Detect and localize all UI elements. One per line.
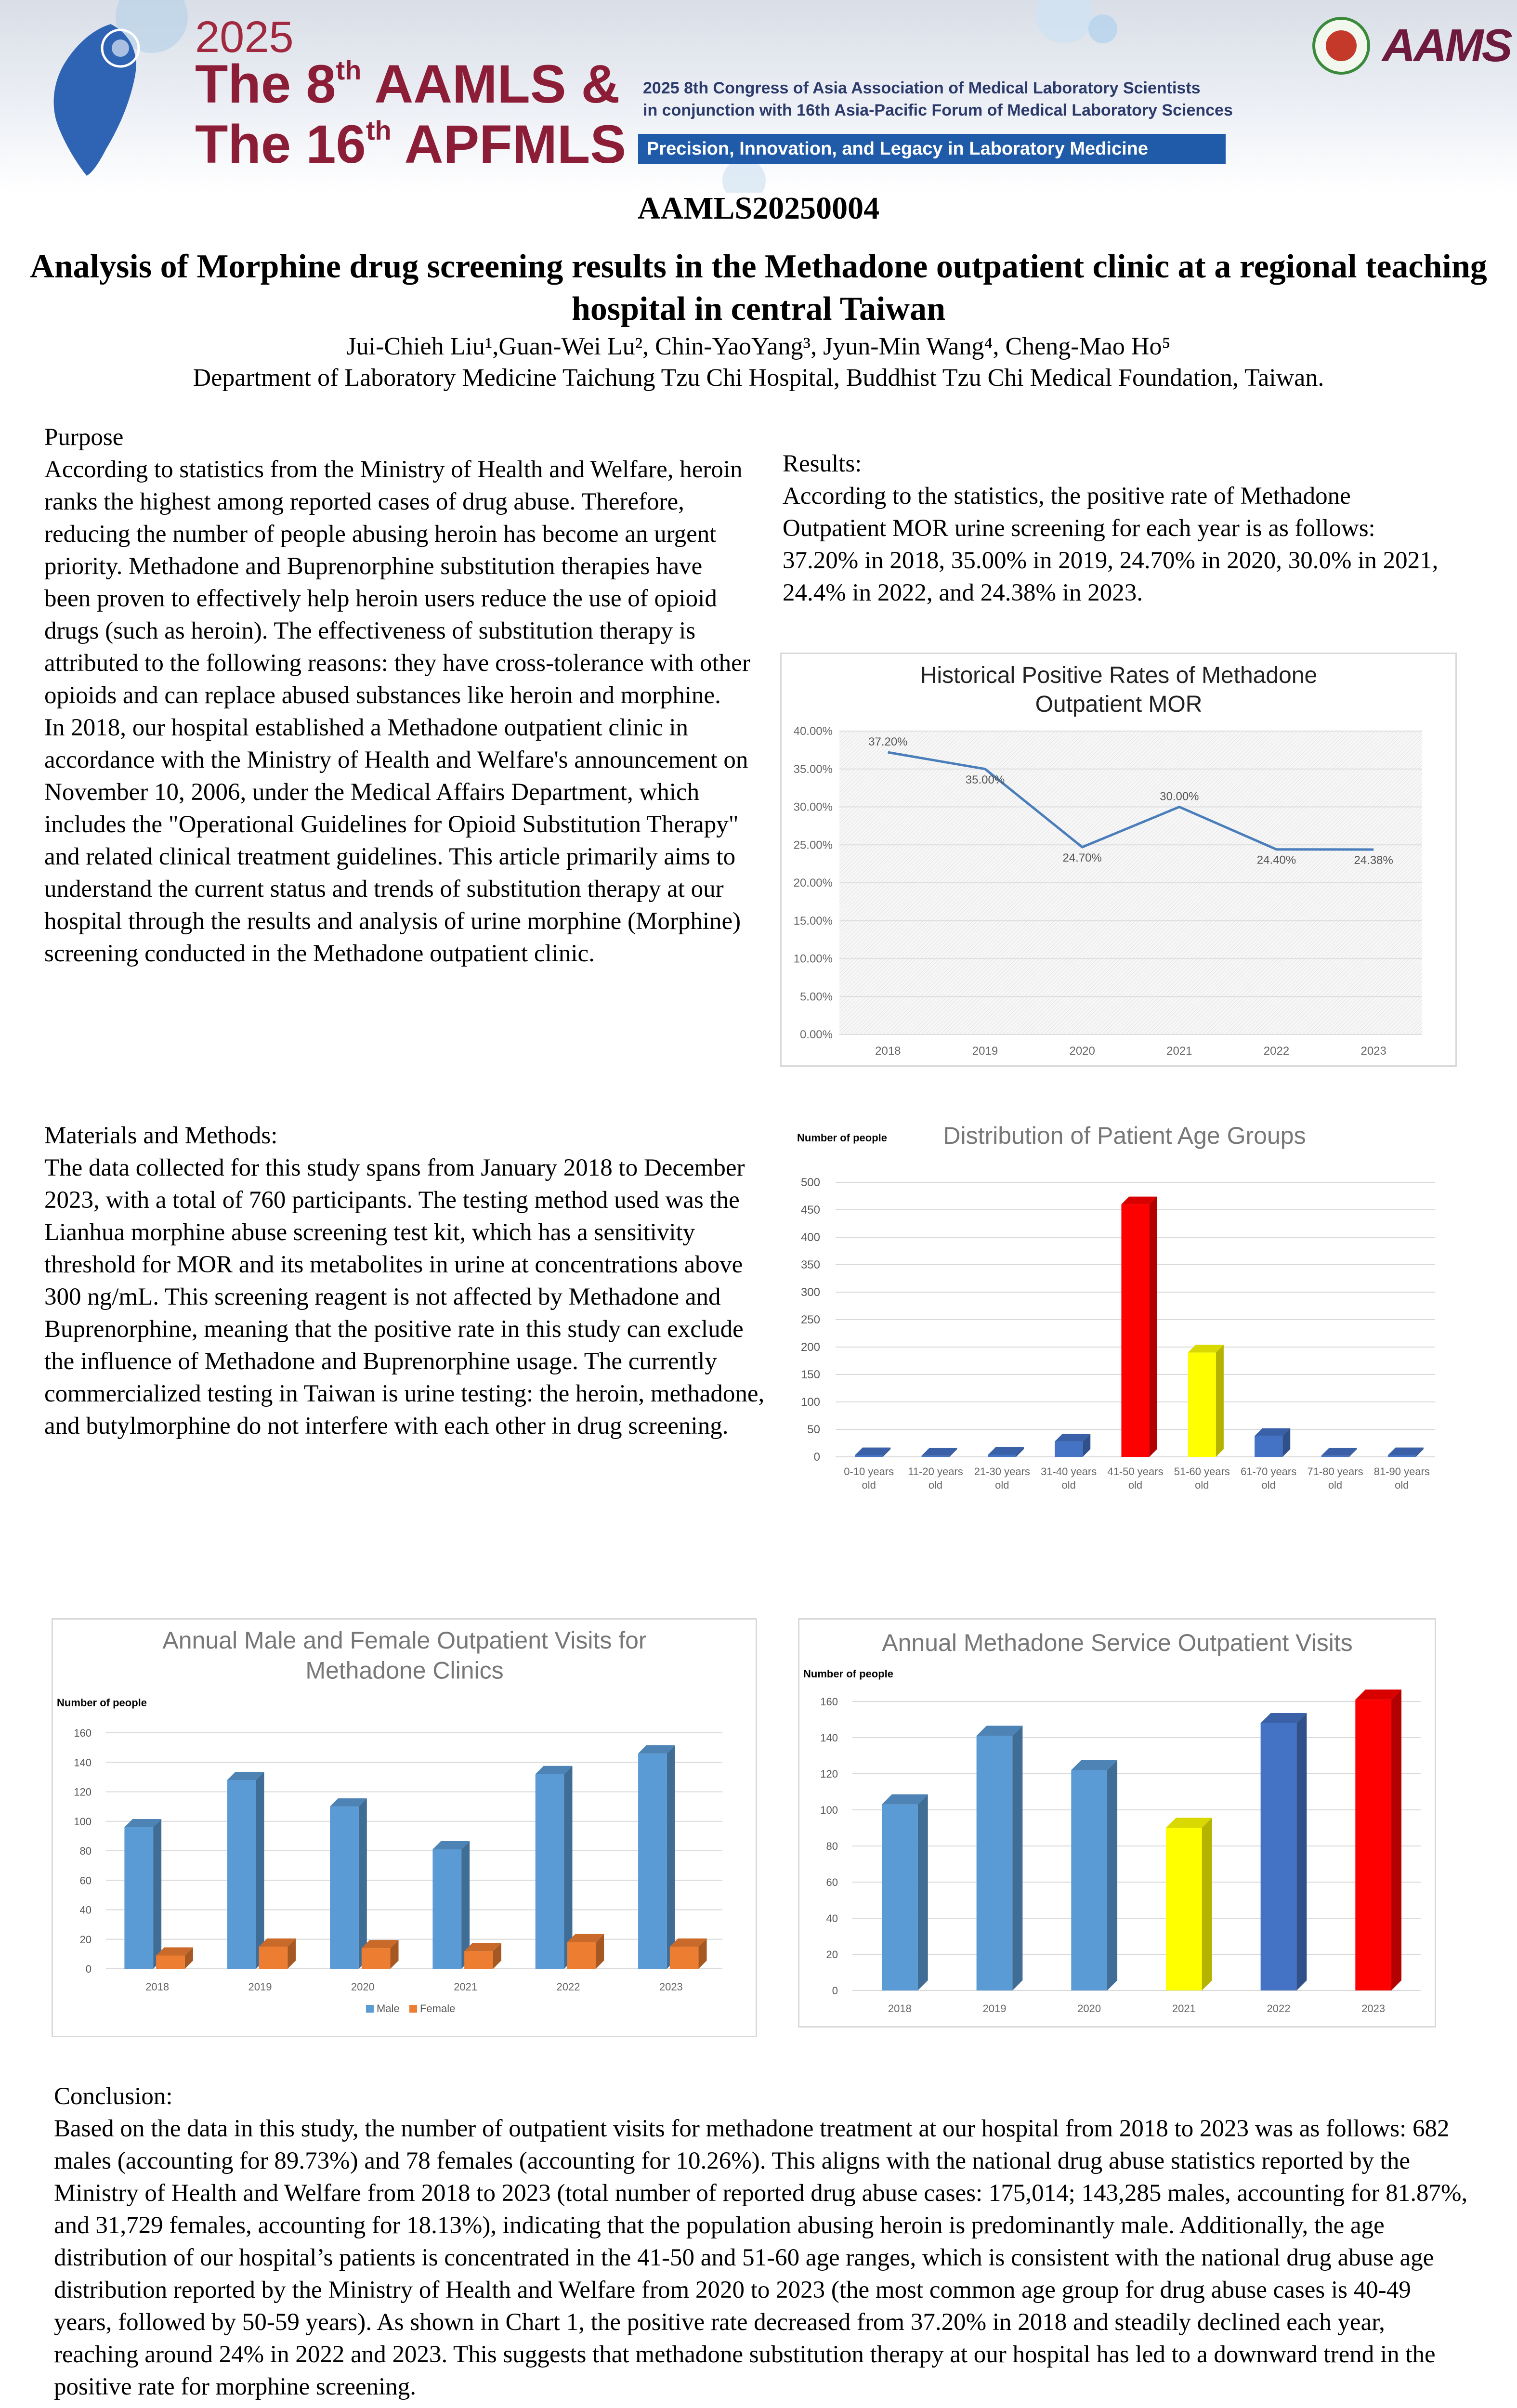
y-tick-label: 10.00% — [793, 952, 833, 966]
data-label: 24.70% — [1062, 851, 1102, 864]
bar-2020-side — [1107, 1760, 1117, 1991]
y-axis-label: Number of people — [57, 1697, 147, 1709]
affiliation: Department of Laboratory Medicine Taichung Tzu Chi Hospital, Buddhist Tzu Chi Medical Foundation, Taiwan. — [193, 364, 1324, 392]
age-groups-bar-chart — [787, 1115, 1462, 1500]
conclusion-text: Based on the data in this study, the number of outpatient visits for methadone treatment at our hospital from 2018 to 2023 was as follows: 682 males (accounting for 89.73%) and 78 females (accounting for 10.26%). This aligns with the national drug abuse statistics reported by the Ministry of Health and Welfare from 2018 to 2023 (total number of reported drug abuse cases: 175,014; 143,285 males, accounting for 81.87%, and 31,729 females, accounting for 18.13%), indicating that the population abusing heroin is predominantly male. Additionally, the age distribution of our hospital’s patients is concentrated in the 41-50 and 51-60 age ranges, which is consistent with the national drug abuse age distribution reported by the Ministry of Health and Welfare from 2020 to 2023 (the most common age group for drug abuse cases is 40-49 years, followed by 50-59 years). As shown in Chart 1, the positive rate decreased from 37.20% in 2018 and steadily declined each year, reaching around 24% in 2022 and 2023. This suggests that methadone substitution therapy at our hospital has led to a downward trend in the positive rate for morphine screening. — [54, 2115, 1468, 2400]
bar-0-10-years-old — [855, 1455, 883, 1457]
y-tick-label: 60 — [826, 1876, 838, 1888]
bar-male-2021 — [432, 1849, 461, 1969]
bar-2023-side — [1391, 1689, 1401, 1990]
male-female-bar-chart — [53, 1620, 756, 2036]
y-tick-label: 250 — [800, 1313, 820, 1326]
x-tick-label: 2020 — [1077, 2002, 1101, 2015]
bar-male-2023-side — [667, 1745, 675, 1969]
y-tick-label: 450 — [800, 1204, 820, 1217]
bar-male-2020-side — [359, 1798, 367, 1969]
y-tick-label: 35.00% — [793, 762, 833, 776]
y-tick-label: 80 — [79, 1845, 92, 1857]
y-tick-label: 50 — [807, 1423, 820, 1436]
y-tick-label: 160 — [74, 1727, 92, 1739]
x-tick-label: 2018 — [875, 1045, 901, 1058]
x-tick-label-line2: old — [1195, 1479, 1209, 1491]
conclusion-section — [54, 2081, 1470, 2403]
aams-logo: AAMS — [1382, 20, 1511, 71]
y-tick-label: 25.00% — [793, 838, 833, 852]
bar-female-2023 — [670, 1947, 699, 1969]
paper-title: Analysis of Morphine drug screening results in the Methadone outpatient clinic at a regional teaching hospital in central Taiwan — [30, 248, 1487, 327]
x-tick-label: 61-70 years — [1241, 1466, 1297, 1478]
bar-41-50-years-old — [1121, 1204, 1149, 1457]
bar-11-20-years-old — [921, 1456, 949, 1457]
bar-2022 — [1261, 1723, 1297, 1990]
x-tick-label: 2023 — [1361, 2002, 1386, 2015]
congress-description: 2025 8th Congress of Asia Association of Medical Laboratory Scientists in conjunction with 16th Asia-Pacific Forum of Medical Laboratory Sciences — [643, 79, 1233, 119]
bar-2019-side — [1012, 1726, 1022, 1990]
data-label: 37.20% — [868, 735, 908, 749]
y-tick-label: 40 — [826, 1912, 838, 1924]
purpose-paragraph-2: In 2018, our hospital established a Methadone outpatient clinic in accordance with the Ministry of Health and Welfare's announcement on November 10, 2006, under the Medical Affairs Department, which includes the "Operational Guidelines for Opioid Substitution Therapy" and related clinical treatment guidelines. This article primarily aims to understand the current status and trends of substitution therapy at our hospital through the results and analysis of urine morphine (Morphine) screening conducted in the Methadone outpatient clinic. — [44, 714, 748, 967]
y-tick-label: 0 — [813, 1451, 820, 1464]
legend-label-female: Female — [420, 2002, 456, 2015]
bar-51-60-years-old-side — [1216, 1345, 1224, 1457]
x-tick-label: 2023 — [659, 1981, 683, 1993]
x-tick-label: 0-10 years — [844, 1466, 894, 1478]
bar-2022-side — [1296, 1713, 1307, 1990]
bar-male-2018 — [124, 1827, 153, 1969]
purpose-section — [44, 421, 752, 970]
bar-male-2019 — [227, 1780, 256, 1969]
bar-female-2019 — [259, 1947, 288, 1969]
y-tick-label: 60 — [79, 1874, 92, 1887]
x-tick-label-line2: old — [1395, 1479, 1409, 1491]
x-tick-label: 2019 — [972, 1045, 998, 1058]
bar-2020 — [1071, 1770, 1107, 1991]
y-tick-label: 20 — [826, 1949, 838, 1961]
results-section — [783, 448, 1457, 609]
banner-congress-line2: The 16th APFMLS — [195, 114, 627, 174]
author-list: Jui-Chieh Liu¹,Guan-Wei Lu², Chin-YaoYang³, Jyun-Min Wang⁴, Cheng-Mao Ho⁵ — [346, 333, 1171, 360]
data-label: 30.00% — [1160, 790, 1199, 803]
results-text: According to the statistics, the positive rate of Methadone Outpatient MOR urine screening for each year is as follows: 37.20% in 2018, 35.00% in 2019, 24.70% in 2020, 30.0% in 2021, 24.4% in 2022, and 24.38% in 2023. — [783, 483, 1439, 606]
purpose-heading: Purpose — [44, 424, 124, 451]
x-tick-label-line2: old — [995, 1479, 1009, 1491]
bar-female-2020 — [362, 1948, 391, 1969]
x-tick-label: 71-80 years — [1307, 1466, 1363, 1478]
bar-2021 — [1166, 1828, 1202, 1991]
annual-visits-chart — [798, 1618, 1436, 2028]
y-tick-label: 140 — [74, 1756, 92, 1769]
y-tick-label: 5.00% — [799, 990, 833, 1004]
y-tick-label: 500 — [800, 1176, 820, 1189]
taiwan-map-icon — [19, 19, 164, 178]
x-tick-label: 2020 — [1069, 1045, 1095, 1058]
bar-2019 — [977, 1736, 1013, 1990]
bar-71-80-years-old — [1321, 1456, 1349, 1457]
y-tick-label: 300 — [800, 1286, 820, 1299]
legend-swatch-female — [409, 2005, 417, 2013]
data-label: 24.38% — [1354, 854, 1393, 867]
conference-slogan: Precision, Innovation, and Legacy in Laboratory Medicine — [638, 134, 1226, 164]
x-tick-label-line2: old — [1061, 1479, 1076, 1491]
y-tick-label: 15.00% — [793, 914, 833, 928]
methods-section — [44, 1120, 776, 1442]
positive-rate-line-chart — [782, 654, 1455, 1065]
bar-male-2020 — [330, 1806, 359, 1969]
x-tick-label-line2: old — [1328, 1479, 1343, 1491]
y-tick-label: 30.00% — [793, 800, 833, 814]
x-tick-label: 2022 — [1263, 1045, 1290, 1058]
x-tick-label: 2021 — [454, 1981, 478, 1993]
bar-81-90-years-old — [1388, 1455, 1416, 1457]
x-tick-label: 81-90 years — [1373, 1466, 1430, 1478]
chart-title: Historical Positive Rates of Methadone — [920, 663, 1318, 688]
x-tick-label: 2018 — [888, 2002, 912, 2015]
x-tick-label: 41-50 years — [1107, 1466, 1164, 1478]
y-tick-label: 40.00% — [793, 725, 833, 738]
annual-visits-bar-chart — [799, 1620, 1435, 2026]
y-tick-label: 350 — [800, 1258, 820, 1271]
x-tick-label: 2019 — [982, 2002, 1007, 2015]
y-tick-label: 20.00% — [793, 877, 833, 890]
chart-title: Annual Male and Female Outpatient Visits for — [162, 1627, 647, 1654]
y-tick-label: 120 — [820, 1768, 838, 1780]
y-tick-label: 0.00% — [799, 1028, 833, 1041]
bar-2018 — [882, 1805, 918, 1990]
methods-text: The data collected for this study spans from January 2018 to December 2023, with a total of 760 participants. The testing method used was the Lianhua morphine abuse screening test kit, which has a sensitivity threshold for MOR and its metabolites in urine at concentrations above 300 ng/mL. This screening reagent is not affected by Methadone and Buprenorphine, meaning that the positive rate in this study can exclude the influence of Methadone and Buprenorphine usage. The currently commercialized testing in Taiwan is urine testing: the heroin, methadone, and butylmorphine do not interfere with each other in drug screening. — [44, 1154, 765, 1440]
bar-51-60-years-old — [1188, 1352, 1216, 1457]
y-tick-label: 40 — [79, 1904, 92, 1916]
y-tick-label: 400 — [800, 1231, 820, 1244]
x-tick-label-line2: old — [928, 1479, 943, 1491]
bar-2018-side — [918, 1794, 928, 1990]
x-tick-label: 2022 — [1267, 2002, 1291, 2015]
bar-female-2021 — [464, 1951, 493, 1969]
bar-2021-side — [1202, 1818, 1212, 1991]
y-tick-label: 100 — [800, 1396, 820, 1409]
bar-11-20-years-old-top — [921, 1448, 957, 1456]
x-tick-label: 2023 — [1360, 1045, 1386, 1058]
bar-71-80-years-old-top — [1321, 1448, 1357, 1456]
x-tick-label: 51-60 years — [1174, 1466, 1230, 1478]
chart-title: Annual Methadone Service Outpatient Visits — [882, 1629, 1353, 1656]
bar-female-2018 — [156, 1955, 185, 1969]
results-heading: Results: — [783, 450, 862, 477]
y-tick-label: 100 — [820, 1804, 838, 1816]
x-tick-label: 2018 — [145, 1981, 170, 1993]
y-tick-label: 0 — [832, 1985, 838, 1997]
chart-title: Outpatient MOR — [1035, 692, 1203, 717]
age-groups-chart — [787, 1115, 1462, 1500]
bar-male-2023 — [638, 1754, 667, 1969]
hospital-logo — [1312, 17, 1370, 75]
y-tick-label: 140 — [820, 1732, 838, 1744]
x-tick-label: 2022 — [556, 1981, 580, 1993]
x-tick-label-line2: old — [1128, 1479, 1143, 1491]
bar-2023 — [1355, 1700, 1391, 1990]
y-axis-label: Number of people — [797, 1132, 888, 1144]
x-tick-label: 2020 — [351, 1981, 375, 1993]
male-female-chart — [52, 1618, 757, 2037]
legend-swatch-male — [366, 2005, 374, 2013]
legend-label-male: Male — [377, 2002, 400, 2015]
purpose-paragraph-1: According to statistics from the Ministry of Health and Welfare, heroin ranks the highest among reported cases of drug abuse. Therefore, reducing the number of people abusing heroin has become an urgent priority. Methadone and Buprenorphine substitution therapies have been proven to effectively help heroin users reduce the use of opioid drugs (such as heroin). The effectiveness of substitution therapy is attributed to the following reasons: they have cross-tolerance with other opioids and can replace abused substances like heroin and morphine. — [44, 456, 750, 709]
x-tick-label-line2: old — [862, 1479, 876, 1491]
bar-31-40-years-old — [1055, 1441, 1083, 1457]
y-tick-label: 120 — [74, 1786, 92, 1798]
bar-male-2018-side — [153, 1819, 161, 1969]
x-tick-label-line2: old — [1261, 1479, 1276, 1491]
y-tick-label: 20 — [79, 1933, 92, 1946]
y-axis-label: Number of people — [803, 1668, 894, 1680]
chart-title: Distribution of Patient Age Groups — [943, 1122, 1306, 1149]
banner-congress-line1: The 8th AAMLS & — [195, 54, 620, 114]
data-label: 24.40% — [1256, 853, 1296, 867]
bar-female-2022 — [567, 1942, 596, 1969]
bar-male-2022 — [536, 1774, 564, 1969]
y-tick-label: 160 — [820, 1696, 838, 1708]
y-tick-label: 80 — [826, 1840, 838, 1852]
bar-21-30-years-old — [988, 1454, 1016, 1457]
x-tick-label: 31-40 years — [1041, 1466, 1097, 1478]
x-tick-label: 21-30 years — [974, 1466, 1030, 1478]
positive-rate-chart — [780, 653, 1457, 1067]
chart-title: Methadone Clinics — [305, 1657, 504, 1684]
data-label: 35.00% — [965, 773, 1005, 786]
y-tick-label: 100 — [74, 1815, 92, 1828]
bar-61-70-years-old — [1255, 1436, 1282, 1457]
conclusion-heading: Conclusion: — [54, 2083, 173, 2110]
y-tick-label: 200 — [800, 1341, 820, 1354]
bar-male-2019-side — [256, 1772, 264, 1969]
x-tick-label: 2021 — [1172, 2002, 1196, 2015]
methods-heading: Materials and Methods: — [44, 1122, 278, 1149]
x-tick-label: 2019 — [248, 1981, 272, 1993]
x-tick-label: 2021 — [1166, 1045, 1192, 1058]
bar-41-50-years-old-side — [1150, 1197, 1157, 1457]
banner-year: 2025 — [195, 13, 294, 62]
y-tick-label: 150 — [800, 1368, 820, 1381]
abstract-id: AAMLS20250004 — [637, 191, 880, 226]
header-banner — [0, 0, 1517, 193]
y-tick-label: 0 — [85, 1963, 92, 1975]
x-tick-label: 11-20 years — [908, 1466, 963, 1478]
